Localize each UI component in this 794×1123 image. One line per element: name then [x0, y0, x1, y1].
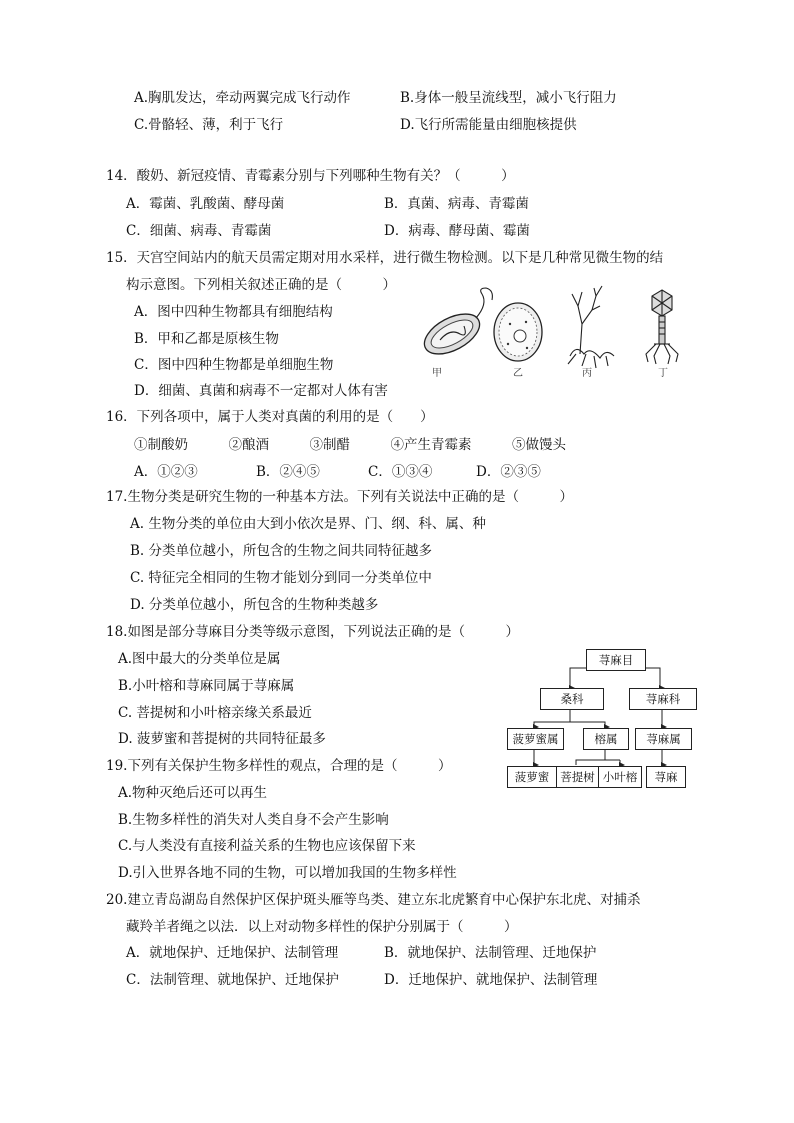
label-jia: 甲: [432, 368, 442, 379]
q18-option-c: C. 菩提树和小叶榕亲缘关系最近: [118, 705, 312, 721]
tree-node-species-nettle: 荨麻: [646, 766, 686, 788]
q20-option-d: D．迁地保护、就地保护、法制管理: [384, 972, 598, 988]
q14-option-a: A．霉菌、乳酸菌、酵母菌: [126, 196, 285, 212]
q15-stem-line2: 构示意图。下列相关叙述正确的是（ ）: [126, 277, 396, 293]
q17-option-b: B. 分类单位越小，所包含的生物之间共同特征越多: [130, 543, 433, 559]
q16-stem: 16．下列各项中，属于人类对真菌的利用的是（ ）: [106, 409, 434, 425]
tree-node-family-nettle: 荨麻科: [629, 688, 697, 710]
tree-node-species-bodhi: 菩提树: [556, 766, 599, 788]
q16-items: ①制酸奶 ②酿酒 ③制醋 ④产生青霉素 ⑤做馒头: [134, 437, 566, 453]
label-bing: 丙: [582, 368, 592, 379]
q13-option-b: B.身体一般呈流线型，减小飞行阻力: [400, 90, 617, 106]
q20-stem-line1: 20.建立青岛湖岛自然保护区保护斑头雁等鸟类、建立东北虎繁育中心保护东北虎、对捕杀: [106, 892, 641, 908]
tree-node-family-mulberry: 桑科: [540, 688, 604, 710]
tree-node-genus-ficus: 榕属: [583, 728, 629, 750]
q16-option-d: D．②③⑤: [476, 464, 541, 480]
q15-option-d: D．细菌、真菌和病毒不一定都对人体有害: [134, 383, 388, 399]
q15-stem-line1: 15．天宫空间站内的航天员需定期对用水采样，进行微生物检测。以下是几种常见微生物的结: [106, 250, 664, 266]
q13-option-a: A.胸肌发达，牵动两翼完成飞行动作: [134, 90, 351, 106]
q18-option-b: B.小叶榕和荨麻同属于荨麻属: [118, 678, 295, 694]
q15-option-a: A．图中四种生物都具有细胞结构: [134, 304, 333, 320]
q17-option-c: C. 特征完全相同的生物才能划分到同一分类单位中: [130, 570, 432, 586]
tree-node-order: 荨麻目: [586, 649, 646, 671]
q13-option-c: C.骨骼轻、薄，利于飞行: [134, 117, 284, 133]
q18-stem: 18.如图是部分荨麻目分类等级示意图，下列说法正确的是（ ）: [106, 624, 519, 640]
tree-node-genus-urtica: 荨麻属: [635, 728, 692, 750]
q20-option-b: B．就地保护、法制管理、迁地保护: [384, 945, 597, 961]
q17-option-d: D. 分类单位越小，所包含的生物种类越多: [130, 597, 379, 613]
q15-option-b: B．甲和乙都是原核生物: [134, 331, 279, 347]
q19-stem: 19.下列有关保护生物多样性的观点，合理的是（ ）: [106, 758, 452, 774]
q16-option-a: A．①②③: [134, 464, 198, 480]
q19-option-b: B.生物多样性的消失对人类自身不会产生影响: [118, 812, 389, 828]
q19-option-d: D.引入世界各地不同的生物，可以增加我国的生物多样性: [118, 865, 457, 881]
q16-option-b: B．②④⑤: [256, 464, 320, 480]
q16-option-c: C．①③④: [368, 464, 433, 480]
q19-option-a: A.物种灭绝后还可以再生: [118, 785, 268, 801]
tree-node-genus-artocarpus: 菠萝蜜属: [507, 728, 564, 750]
q18-option-a: A.图中最大的分类单位是属: [118, 651, 281, 667]
tree-node-species-smallleaf-fig: 小叶榕: [598, 766, 642, 788]
q14-option-d: D．病毒、酵母菌、霉菌: [384, 223, 530, 239]
label-ding: 丁: [658, 368, 668, 379]
q14-option-b: B．真菌、病毒、青霉菌: [384, 196, 529, 212]
q17-stem: 17.生物分类是研究生物的一种基本方法。下列有关说法中正确的是（ ）: [106, 489, 573, 505]
q17-option-a: A. 生物分类的单位由大到小依次是界、门、纲、科、属、种: [130, 516, 486, 532]
q15-option-c: C．图中四种生物都是单细胞生物: [134, 357, 334, 373]
q20-option-a: A．就地保护、迁地保护、法制管理: [126, 945, 339, 961]
q14-stem: 14．酸奶、新冠疫情、青霉素分别与下列哪种生物有关？（ ）: [106, 168, 515, 184]
tree-node-species-jackfruit: 菠萝蜜: [507, 766, 557, 788]
label-yi: 乙: [513, 368, 523, 379]
q20-stem-line2: 藏羚羊者绳之以法．以上对动物多样性的保护分别属于（ ）: [126, 919, 518, 935]
q13-option-d: D.飞行所需能量由细胞核提供: [400, 117, 577, 133]
q18-option-d: D. 菠萝蜜和菩提树的共同特征最多: [118, 731, 326, 747]
q14-option-c: C．细菌、病毒、青霉菌: [126, 223, 272, 239]
q20-option-c: C．法制管理、就地保护、迁地保护: [126, 972, 339, 988]
q19-option-c: C.与人类没有直接利益关系的生物也应该保留下来: [118, 838, 416, 854]
